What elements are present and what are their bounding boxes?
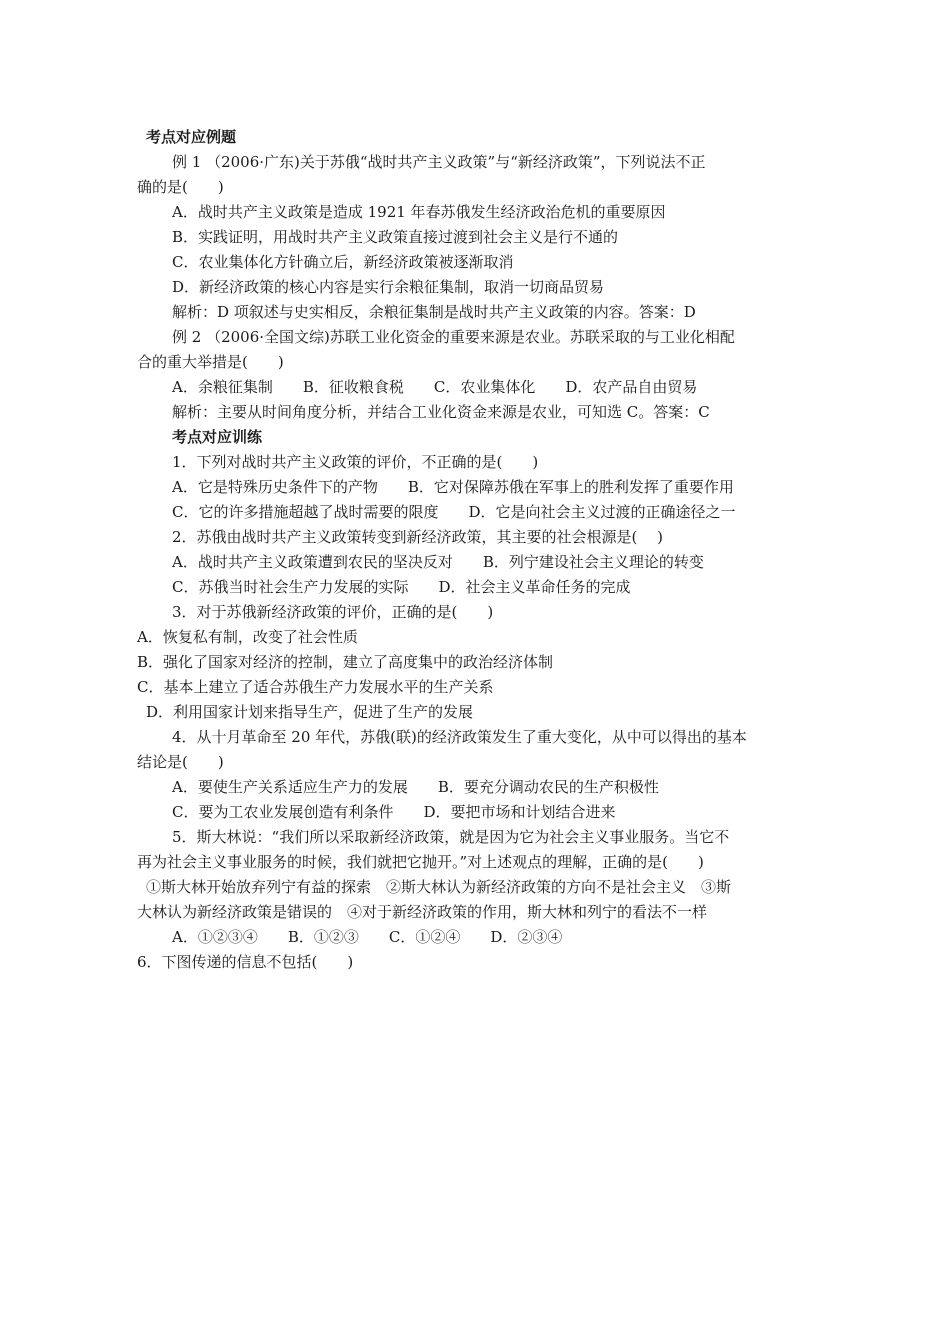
question-3-option-b: B．强化了国家对经济的控制，建立了高度集中的政治经济体制 [137,653,554,671]
example-2-option-a: A．余粮征集制 [172,378,273,396]
question-1-option-a: A．它是特殊历史条件下的产物 [172,478,378,496]
example-1-option-b: B．实践证明，用战时共产主义政策直接过渡到社会主义是行不通的 [172,228,619,246]
question-5-statements-line-1: ①斯大林开始放弃列宁有益的探索 ②斯大林认为新经济政策的方向不是社会主义 ③斯 [146,878,732,896]
question-4-options-row-1 [172,777,659,797]
question-1-option-b: B．它对保障苏俄在军事上的胜利发挥了重要作用 [407,478,734,496]
question-5-stem-line-1: 5．斯大林说：“我们所以采取新经济政策，就是因为它为社会主义事业服务。当它不 [172,828,730,846]
example-2-analysis: 解析：主要从时间角度分析，并结合工业化资金来源是农业，可知选 C。答案：C [172,403,710,421]
question-3-option-c: C．基本上建立了适合苏俄生产力发展水平的生产关系 [137,678,494,696]
question-5-option-a: A．①②③④ [172,928,258,946]
example-2-stem-line-2: 合的重大举措是( ) [137,353,284,371]
question-2-option-c: C．苏俄当时社会生产力发展的实际 [172,578,409,596]
question-3-option-d: D．利用国家计划来指导生产，促进了生产的发展 [146,703,474,721]
question-5-stem-line-2: 再为社会主义事业服务的时候，我们就把它抛开。”对上述观点的理解，正确的是( ) [137,853,704,871]
example-1-option-c: C．农业集体化方针确立后，新经济政策被逐渐取消 [172,253,514,271]
question-5-option-c: C．①②④ [388,928,461,946]
question-5-statements-line-2: 大林认为新经济政策是错误的 ④对于新经济政策的作用，斯大林和列宁的看法不一样 [137,903,708,921]
question-4-option-b: B．要充分调动农民的生产积极性 [437,778,659,796]
section-heading-examples: 考点对应例题 [146,128,237,146]
question-2-option-a: A．战时共产主义政策遭到农民的坚决反对 [172,553,453,571]
question-3-option-a: A．恢复私有制，改变了社会性质 [137,628,358,646]
example-2-options [172,377,697,397]
question-6-stem: 6．下图传递的信息不包括( ) [137,953,354,971]
question-4-option-c: C．要为工农业发展创造有利条件 [172,803,394,821]
question-3-stem: 3．对于苏俄新经济政策的评价，正确的是( ) [172,603,494,621]
example-1-stem-line-2: 确的是( ) [137,178,224,196]
example-2-stem-line-1: 例 2 （2006·全国文综)苏联工业化资金的重要来源是农业。苏联采取的与工业化相配 [172,328,735,346]
question-4-stem-line-1: 4．从十月革命至 20 年代，苏俄(联)的经济政策发生了重大变化，从中可以得出的基本 [172,728,747,746]
question-2-option-b: B．列宁建设社会主义理论的转变 [482,553,704,571]
example-1-option-d: D．新经济政策的核心内容是实行余粮征集制，取消一切商品贸易 [172,278,605,296]
question-4-option-d: D．要把市场和计划结合进来 [423,803,616,821]
question-1-options-row-1 [172,477,734,497]
question-4-options-row-2 [172,802,616,822]
question-2-option-d: D．社会主义革命任务的完成 [438,578,631,596]
question-2-options-row-1 [172,552,704,572]
example-2-option-d: D．农产品自由贸易 [565,378,698,396]
question-5-option-d: D．②③④ [490,928,563,946]
question-4-option-a: A．要使生产关系适应生产力的发展 [172,778,408,796]
question-1-options-row-2 [172,502,736,522]
question-1-option-d: D．它是向社会主义过渡的正确途径之一 [468,503,736,521]
question-5-option-b: B．①②③ [287,928,359,946]
question-1-option-c: C．它的许多措施超越了战时需要的限度 [172,503,439,521]
example-1-stem-line-1: 例 1 （2006·广东)关于苏俄“战时共产主义政策”与“新经济政策”，下列说法不正 [172,153,706,171]
question-4-stem-line-2: 结论是( ) [137,753,224,771]
question-2-stem: 2．苏俄由战时共产主义政策转变到新经济政策，其主要的社会根源是( ) [172,528,664,546]
example-2-option-c: C．农业集体化 [433,378,536,396]
example-2-option-b: B．征收粮食税 [302,378,404,396]
example-1-option-a: A．战时共产主义政策是造成 1921 年春苏俄发生经济政治危机的重要原因 [172,203,666,221]
question-1-stem: 1．下列对战时共产主义政策的评价，不正确的是( ) [172,453,539,471]
section-heading-training: 考点对应训练 [172,428,263,446]
question-2-options-row-2 [172,577,631,597]
question-5-options [172,927,562,947]
example-1-analysis: 解析：D 项叙述与史实相反，余粮征集制是战时共产主义政策的内容。答案：D [172,303,696,321]
